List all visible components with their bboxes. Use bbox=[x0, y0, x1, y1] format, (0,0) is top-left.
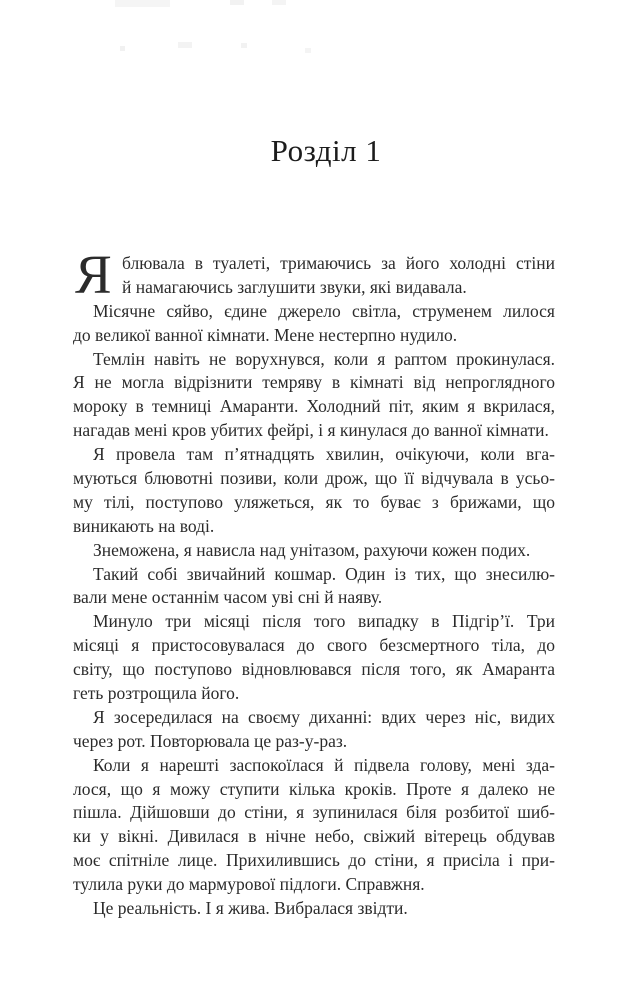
text-line: й намагаючись заглушити звуки, які видавала. bbox=[122, 276, 467, 297]
paragraph bbox=[73, 897, 555, 921]
text-line: Темлін навіть не ворухнувся, коли я раптом прокинулася. bbox=[93, 348, 555, 369]
chapter-text bbox=[73, 244, 555, 921]
scan-artifact bbox=[241, 43, 247, 48]
text-line: му тілі, поступово уляжеться, як то буває з брижами, що bbox=[73, 491, 555, 512]
paragraph bbox=[73, 300, 555, 348]
scan-artifact bbox=[305, 48, 311, 53]
text-line: Я не могла відрізнити темряву в кімнаті від непроглядного bbox=[73, 372, 555, 393]
drop-cap: Я bbox=[75, 244, 112, 305]
scan-artifact bbox=[115, 0, 170, 7]
paragraph bbox=[73, 706, 555, 754]
text-line: Знеможена, я нависла над унітазом, рахуючи кожен подих. bbox=[93, 539, 531, 560]
text-line: Такий собі звичайний кошмар. Один із тих, що знесилю- bbox=[93, 563, 555, 584]
paragraph bbox=[73, 754, 555, 897]
chapter-title: Розділ 1 bbox=[270, 133, 382, 168]
text-line: вали мене останнім часом уві сні й наяву. bbox=[73, 587, 383, 608]
text-line: місяці я пристосовувалася до свого безсмертного тіла, до bbox=[73, 635, 555, 656]
text-line: блювала в туалеті, тримаючись за його холодні стіни bbox=[122, 253, 555, 273]
text-line: мороку в темниці Амаранти. Холодний піт, яким я вкрилася, bbox=[73, 396, 555, 417]
text-line: лося, що я можу ступити кілька кроків. Проте я далеко не bbox=[73, 778, 555, 799]
text-line: світу, що поступово відновлювався після того, як Амаранта bbox=[73, 659, 555, 680]
scan-artifact bbox=[178, 42, 192, 48]
text-line: виникають на воді. bbox=[73, 515, 215, 536]
text-line: Я зосередилася на своєму диханні: вдих через ніс, видих bbox=[93, 706, 555, 727]
scan-artifact bbox=[272, 0, 286, 5]
paragraph bbox=[73, 539, 555, 563]
paragraph bbox=[73, 563, 555, 611]
paragraph bbox=[73, 244, 555, 305]
text-line: пішла. Дійшовши до стіни, я зупинилася біля розбитої шиб- bbox=[73, 802, 555, 823]
text-line: Я провела там п’ятнадцять хвилин, очікуючи, коли вга- bbox=[93, 444, 555, 465]
text-line: ки у вікні. Дивилася в нічне небо, свіжий вітерець обдував bbox=[73, 826, 555, 847]
text-line: Минуло три місяці після того випадку в Підгір’ї. Три bbox=[93, 611, 555, 632]
paragraph bbox=[73, 443, 555, 539]
text-line: моє спітніле лице. Прихилившись до стіни, я присіла і при- bbox=[73, 850, 555, 871]
paragraph bbox=[73, 348, 555, 444]
text-line: тулила руки до мармурової підлоги. Справжня. bbox=[73, 874, 425, 895]
scan-artifact bbox=[120, 46, 125, 51]
text-line: геть розтрощила його. bbox=[73, 683, 240, 704]
text-line: муються блювотні позиви, коли дрож, що її відчувала в усьо- bbox=[73, 468, 555, 489]
scan-artifact bbox=[230, 0, 244, 5]
paragraph bbox=[73, 610, 555, 706]
text-line: через рот. Повторювала це раз-у-раз. bbox=[73, 730, 348, 751]
text-line: Місячне сяйво, єдине джерело світла, струменем лилося bbox=[93, 300, 555, 321]
text-line: Це реальність. І я жива. Вибралася звідти. bbox=[93, 898, 408, 919]
text-line: Коли я нарешті заспокоїлася й підвела голову, мені зда- bbox=[93, 754, 555, 775]
text-line: нагадав мені кров убитих фейрі, і я кинулася до ванної кімнати. bbox=[73, 420, 549, 441]
text-line: до великої ванної кімнати. Мене нестерпно нудило. bbox=[73, 324, 458, 345]
